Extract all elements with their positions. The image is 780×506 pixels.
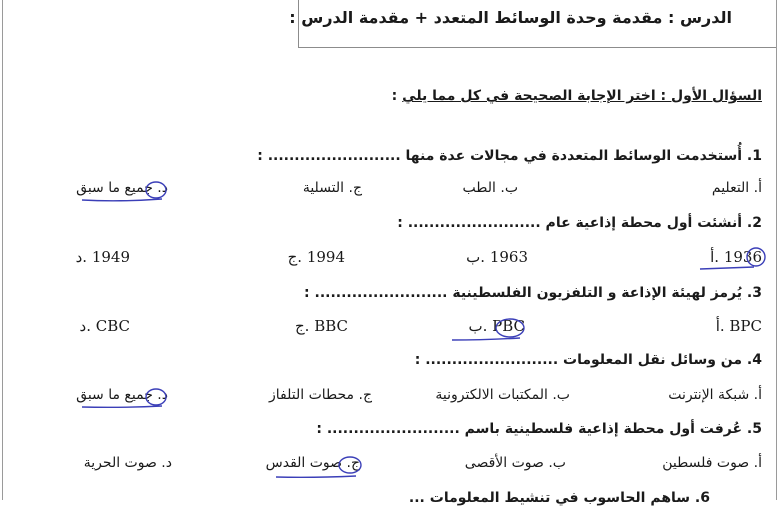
q1-option-c[interactable]: ج. التسلية [302,180,362,196]
q4-option-d[interactable]: د. جميع ما سبق [76,387,168,403]
question-1-text: 1. أُستخدمت الوسائط المتعددة في مجالات عدة منها ......................... : [257,148,762,164]
question-header-label: السؤال الأول : اختر الإجابة الصحيحة في كل مما يلي [402,88,762,104]
question-4-text: 4. من وسائل نقل المعلومات ......................... : [414,352,762,368]
page-border-right [776,0,777,500]
q5-option-b[interactable]: ب. صوت الأقصى [464,455,566,471]
answer-underline-q1 [82,199,162,201]
question-3-text: 3. يُرمز لهيئة الإذاعة و التلفزيون الفلسطينية ......................... : [304,285,762,301]
q3-option-a[interactable]: BPC .أ [715,317,762,335]
answer-underline-q4 [82,406,162,407]
question-5-text: 5. عُرفت أول محطة إذاعية فلسطينية باسم ......................... : [316,421,762,437]
question-6-partial: 6. ساهم الحاسوب في تنشيط المعلومات ... [408,490,710,506]
q2-option-b[interactable]: 1963 .ب [466,248,528,266]
question-2-text: 2. أنشئت أول محطة إذاعية عام ......................... : [397,215,762,231]
question-header-colon: : [391,88,403,104]
q2-option-a[interactable]: 1936 .أ [710,248,762,266]
q2-option-c[interactable]: 1994 .ج [287,248,345,266]
q4-option-b[interactable]: ب. المكتبات الالكترونية [435,387,570,403]
q3-option-b[interactable]: PBC .ب [468,317,525,335]
q5-option-a[interactable]: أ. صوت فلسطين [662,455,762,471]
q2-option-d[interactable]: 1949 .د [75,248,130,266]
q5-option-d[interactable]: د. صوت الحرية [83,455,172,471]
lesson-title-box [289,0,776,48]
answer-underline-q5 [276,476,356,477]
q4-option-a[interactable]: أ. شبكة الإنترنت [668,387,762,403]
lesson-title: الدرس : مقدمة وحدة الوسائط المتعدد + مقدمة الدرس : [289,8,732,27]
q1-option-a[interactable]: أ. التعليم [711,180,762,196]
answer-underline-q2 [700,267,754,269]
answer-underline-q3 [452,338,520,340]
q3-option-d[interactable]: CBC .د [79,317,130,335]
q4-option-c[interactable]: ج. محطات التلفاز [269,387,372,403]
q5-option-c[interactable]: ج. صوت القدس [265,455,360,471]
q1-option-b[interactable]: ب. الطب [462,180,518,196]
q1-option-d[interactable]: د. جميع ما سبق [76,180,168,196]
q3-option-c[interactable]: BBC .ج [294,317,348,335]
page-border-left [2,0,3,500]
question-header [392,88,762,104]
